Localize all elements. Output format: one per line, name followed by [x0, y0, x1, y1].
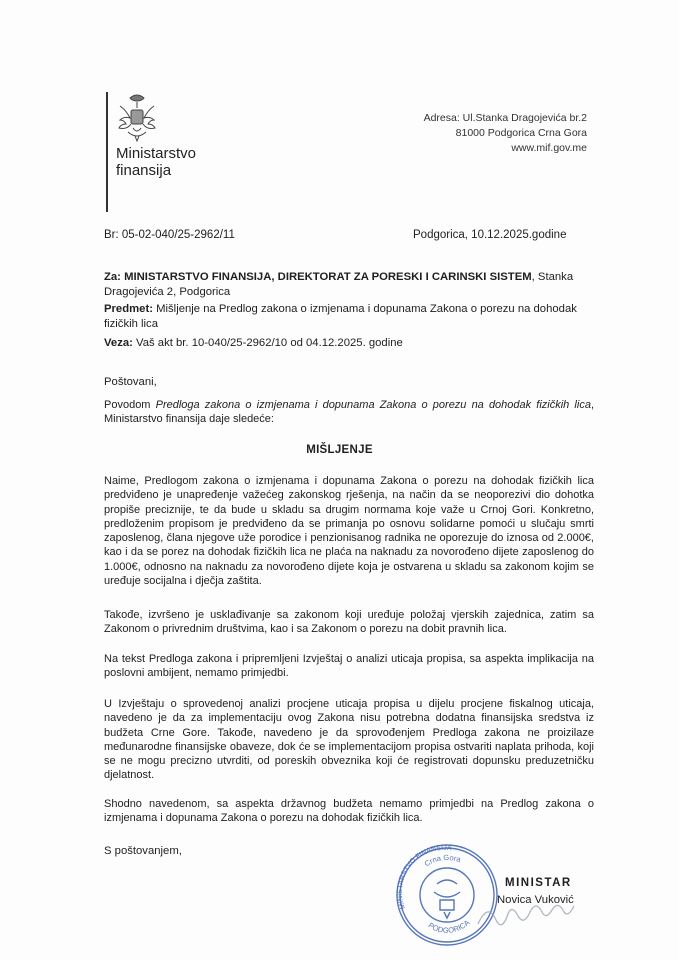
- subject-text: Mišljenje na Predlog zakona o izmjenama i dopunama Zakona o porezu na dohodak fizičkih lica: [104, 303, 577, 330]
- reference-text: Vaš akt br. 10-040/25-2962/10 od 04.12.2025. godine: [136, 337, 403, 349]
- address-website: www.mif.gov.me: [511, 142, 587, 154]
- reference-number: Br: 05-02-040/25-2962/11: [104, 229, 235, 241]
- body-paragraph-1: Naime, Predlogom zakona o izmjenama i dopunama Zakona o porezu na dohodak fizičkih lica predviđeno je unapređenje važećeg zakonskog rješenja, na način da se neoporezivi dio dohotka propiše preciznije, te da bude u skladu sa drugim normama koje važe u Crnoj Gori. Konkretno, predloženim propisom je predviđeno da se primanja po osnovu solidarne pomoći u slučaju smrti zaposlenog, člana njegove uže porodice i penzionisanog radnika ne oporezuje do iznosa od 2.000€, kao i da se porez na dohodak fizičkih lica ne plaća na naknadu za novorođeno dijete zaposlenog do 1.000€, odnosno na naknadu za novorođeno dijete koja je ostvarena u skladu sa zakonom kojim se uređuje socijalna i dječja zaštita.: [104, 475, 594, 588]
- body-paragraph-3: Na tekst Predloga zakona i pripremljeni Izvještaj o analizi uticaja propisa, sa aspekta implikacija na poslovni ambijent, nemamo primjedbi.: [104, 653, 594, 680]
- addressee-rest: , Stanka Dragojevića 2, Podgorica: [104, 271, 574, 298]
- seal-ring-bottom: PODGORICA: [426, 917, 472, 935]
- body-paragraph-5: Shodno navedenom, sa aspekta državnog budžeta nemamo primjedbi na Predlog zakona o izmjenama i dopunama Zakona o porezu na dohodak fizičkih lica.: [104, 798, 594, 825]
- svg-text:PODGORICA: [427, 918, 472, 935]
- coat-of-arms-icon: [116, 92, 158, 142]
- body-paragraph-2: Takođe, izvršeno je usklađivanje sa zakonom koji uređuje položaj vjerskih zajednica, zatim sa Zakonom o privrednim društvima, kao i sa Zakonom o porezu na dobit pravnih lica.: [104, 609, 594, 636]
- address-block: [424, 111, 587, 156]
- intro-prefix: Povodom: [104, 399, 156, 411]
- svg-text:Crna Gora: [423, 853, 463, 868]
- closing: S poštovanjem,: [104, 845, 182, 857]
- intro-suffix: , Ministarstvo finansija daje sledeće:: [104, 399, 595, 426]
- signatory-name: Novica Vuković: [497, 894, 574, 906]
- signatory-title: MINISTAR: [505, 877, 572, 889]
- intro-paragraph: [104, 398, 594, 427]
- body-paragraph-4: U Izvještaju o sprovedenoj analizi procjene uticaja propisa u dijelu procjene fiskalnog uticaja, navedeno je da za implementaciju ovog Zakona nisu potrebna dodatna finansijska sredstva iz budžeta Crne Gore. Takođe, navedeno je da sprovođenjem Predloga zakona ne proizilaze međunarodne finansijske obaveze, dok će se implementacijom propisa ostvariti naplata prihoda, koji se ne mogu precizno utvrditi, od poreskih obveznika koji će registrovati dopunsku preduzetničku djelatnost.: [104, 698, 594, 782]
- address-city: 81000 Podgorica Crna Gora: [455, 127, 587, 139]
- header-divider: [106, 92, 108, 212]
- seal-ring-left: MINISTARSTVO FINANSIJA: [396, 844, 452, 910]
- reference-label: Veza:: [104, 337, 133, 349]
- ministry-name-line1: Ministarstvo: [116, 145, 197, 162]
- greeting: Poštovani,: [104, 376, 157, 388]
- seal-ring-top: Crna Gora: [422, 852, 462, 869]
- opinion-heading: MIŠLJENJE: [306, 444, 373, 456]
- ministry-name-line2: finansija: [116, 162, 172, 179]
- address-street: Adresa: Ul.Stanka Dragojevića br.2: [423, 112, 587, 124]
- addressee-name: MINISTARSTVO FINANSIJA, DIREKTORAT ZA PORESKI I CARINSKI SISTEM: [124, 271, 532, 283]
- place-date: Podgorica, 10.12.2025.godine: [413, 229, 567, 241]
- intro-law-title: Predloga zakona o izmjenama i dopunama Zakona o porezu na dohodak fizičkih lica: [155, 399, 591, 411]
- subject-label: Predmet:: [104, 303, 153, 315]
- subject: [104, 302, 590, 331]
- ministry-name: [116, 145, 196, 179]
- reference-line: [104, 336, 590, 351]
- addressee: [104, 270, 590, 299]
- handwritten-signature-icon: [470, 890, 590, 940]
- addressee-label: Za:: [104, 271, 121, 283]
